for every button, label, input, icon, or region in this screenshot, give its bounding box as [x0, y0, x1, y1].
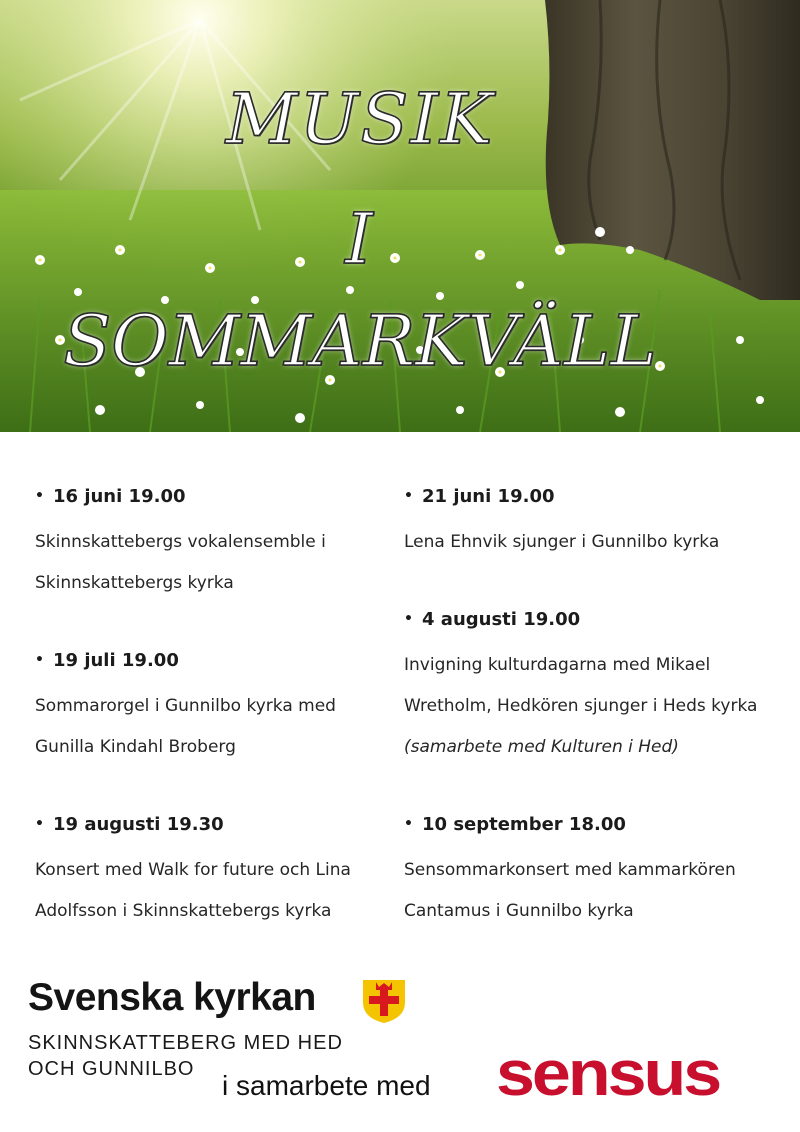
event-description-line: Wretholm, Hedkören sjunger i Heds kyrka	[404, 696, 758, 716]
event-date: • 19 juli 19.00	[35, 646, 415, 674]
event-note: (samarbete med Kulturen i Hed)	[404, 737, 679, 757]
event-description-line: Konsert med Walk for future och Lina	[35, 860, 351, 880]
event-description-line: Invigning kulturdagarna med Mikael	[404, 655, 711, 675]
event-description-line: Gunilla Kindahl Broberg	[35, 737, 236, 757]
poster-title-line-2: I	[345, 198, 375, 280]
bullet-icon: •	[35, 488, 44, 504]
svenska-kyrkan-logo-text: Svenska kyrkan	[28, 976, 316, 1019]
event-description-line: Sommarorgel i Gunnilbo kyrka med	[35, 696, 336, 716]
event-date: • 10 september 18.00	[404, 810, 784, 838]
event-item	[404, 482, 784, 563]
bullet-icon: •	[35, 816, 44, 832]
event-date: • 21 juni 19.00	[404, 482, 784, 510]
event-item	[35, 810, 415, 932]
event-item	[404, 810, 784, 932]
event-date: • 16 juni 19.00	[35, 482, 415, 510]
bullet-icon: •	[404, 488, 413, 504]
event-description-line: Sensommarkonsert med kammarkören	[404, 860, 736, 880]
sensus-logo: sensus	[496, 1036, 720, 1109]
poster-title-line-1: MUSIK	[225, 78, 495, 160]
hero-image	[0, 0, 800, 432]
collaboration-text: i samarbete med	[222, 1070, 431, 1101]
event-description-line: Cantamus i Gunnilbo kyrka	[404, 901, 634, 921]
event-description-line: Lena Ehnvik sjunger i Gunnilbo kyrka	[404, 532, 720, 552]
parish-name-line-2: OCH GUNNILBO	[28, 1058, 195, 1080]
event-item	[35, 482, 415, 604]
bullet-icon: •	[404, 611, 413, 627]
event-item	[404, 605, 784, 768]
event-description-line: Adolfsson i Skinnskattebergs kyrka	[35, 901, 332, 921]
poster-title-line-3: SOMMARKVÄLL	[63, 300, 657, 382]
event-date: • 4 augusti 19.00	[404, 605, 784, 633]
parish-name-line-1: SKINNSKATTEBERG MED HED	[28, 1032, 343, 1054]
event-item	[35, 646, 415, 768]
bullet-icon: •	[404, 816, 413, 832]
bullet-icon: •	[35, 652, 44, 668]
church-shield-icon	[361, 978, 407, 1024]
event-description-line: Skinnskattebergs vokalensemble i	[35, 532, 326, 552]
event-description-line: Skinnskattebergs kyrka	[35, 573, 234, 593]
event-date: • 19 augusti 19.30	[35, 810, 415, 838]
